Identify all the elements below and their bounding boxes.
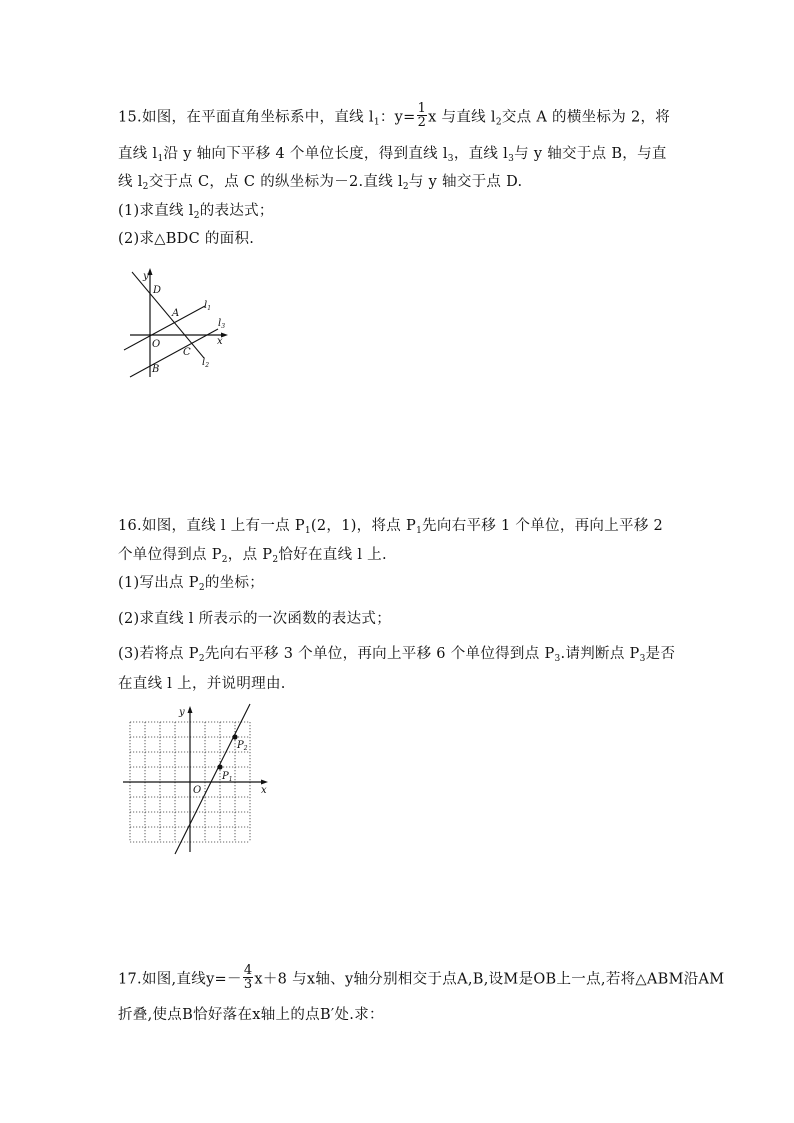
label-A: A [172, 308, 180, 319]
text: 的坐标； [204, 575, 265, 591]
text: x＋8 与x轴、y轴分别相交于点A,B,设M是OB上一点,若将△ABM沿AM [254, 971, 725, 988]
q15-part-1 [118, 201, 274, 221]
label-P1: $P_1$ [222, 771, 233, 783]
label-O: O [152, 339, 161, 350]
text: 恰好在直线 l 上. [278, 547, 387, 563]
text: 先向右平移 3 个单位，再向上平移 6 个单位得到点 P [204, 646, 555, 662]
subscript: 2 [402, 182, 409, 192]
label-C: C [183, 347, 191, 358]
text: ，直线 l [453, 146, 509, 162]
fraction [243, 964, 254, 991]
label-x: x [261, 785, 267, 796]
q16-line-2 [118, 545, 387, 565]
text: ：y= [379, 109, 416, 126]
fraction [417, 102, 428, 129]
q16-part-3-cont: 在直线 l 上，并说明理由. [118, 676, 286, 692]
subscript: 1 [373, 117, 380, 128]
text: 直线 l [118, 146, 158, 162]
text: 沿 y 轴向下平移 4 个单位长度，得到直线 l [163, 146, 448, 162]
text: 与 y 轴交于点 B，与直 [514, 146, 667, 162]
text: (1)求直线 l [118, 203, 194, 219]
q17-line-1 [118, 963, 725, 993]
label-y: y [143, 271, 149, 282]
subscript: 3 [639, 654, 646, 664]
text: 16.如图，直线 l 上有一点 P [118, 518, 305, 534]
q15-line-3 [118, 172, 522, 192]
subscript: 3 [508, 154, 515, 164]
q17-line-2: 折叠,使点B恰好落在x轴上的点B′处.求： [118, 1007, 384, 1023]
text: (1)写出点 P [118, 575, 199, 591]
text: 与 y 轴交于点 D. [408, 174, 523, 190]
label-O: O [193, 785, 202, 796]
text: (3)若将点 P [118, 646, 199, 662]
subscript: 1 [157, 154, 164, 164]
text: 的表达式； [199, 203, 274, 219]
subscript: 1 [416, 526, 423, 536]
text: (2，1)，将点 P [310, 518, 417, 534]
label-l2: $l_2$ [202, 357, 210, 369]
text: 交于点 C，点 C 的纵坐标为－2.直线 l [148, 174, 403, 190]
label-l3: $l_3$ [218, 318, 226, 330]
q16-part-3 [118, 644, 675, 664]
q16-part-1 [118, 573, 264, 593]
subscript: 2 [495, 117, 502, 128]
subscript: 2 [272, 555, 279, 565]
q16-figure [118, 700, 278, 860]
q15-line-1 [118, 101, 671, 131]
label-x: x [217, 336, 223, 347]
q16-line-1 [118, 516, 663, 536]
numerator: 4 [243, 963, 253, 978]
subscript: 3 [554, 654, 561, 664]
label-D: D [153, 285, 162, 296]
q16-part-2: (2)求直线 l 所表示的一次函数的表达式； [118, 611, 391, 627]
text: 个单位得到点 P [118, 547, 222, 563]
numerator: 1 [417, 101, 427, 116]
label-y: y [179, 707, 185, 718]
subscript: 2 [198, 654, 205, 664]
text: 17.如图,直线y=－ [118, 971, 242, 988]
denominator: 2 [417, 115, 427, 130]
q15-part-2: (2)求△BDC 的面积. [118, 231, 255, 247]
denominator: 3 [243, 977, 253, 992]
subscript: 2 [193, 211, 200, 221]
text: .请判断点 P [560, 646, 640, 662]
q15-line-2 [118, 144, 667, 164]
q15-figure [115, 262, 245, 387]
label-B: B [152, 364, 160, 375]
label-l1: $l_1$ [204, 300, 212, 312]
text: x 与直线 l [428, 109, 496, 126]
text: 是否 [645, 646, 676, 662]
text: 15.如图，在平面直角坐标系中，直线 l [118, 109, 374, 126]
subscript: 3 [447, 154, 454, 164]
subscript: 2 [221, 555, 228, 565]
text: ，点 P [227, 547, 273, 563]
text: 线 l [118, 174, 143, 190]
text: 交点 A 的横坐标为 2，将 [501, 109, 671, 126]
subscript: 2 [142, 182, 149, 192]
subscript: 1 [304, 526, 311, 536]
subscript: 2 [198, 583, 205, 593]
label-P2: $P_2$ [237, 740, 248, 752]
text: 先向右平移 1 个单位，再向上平移 2 [422, 518, 664, 534]
